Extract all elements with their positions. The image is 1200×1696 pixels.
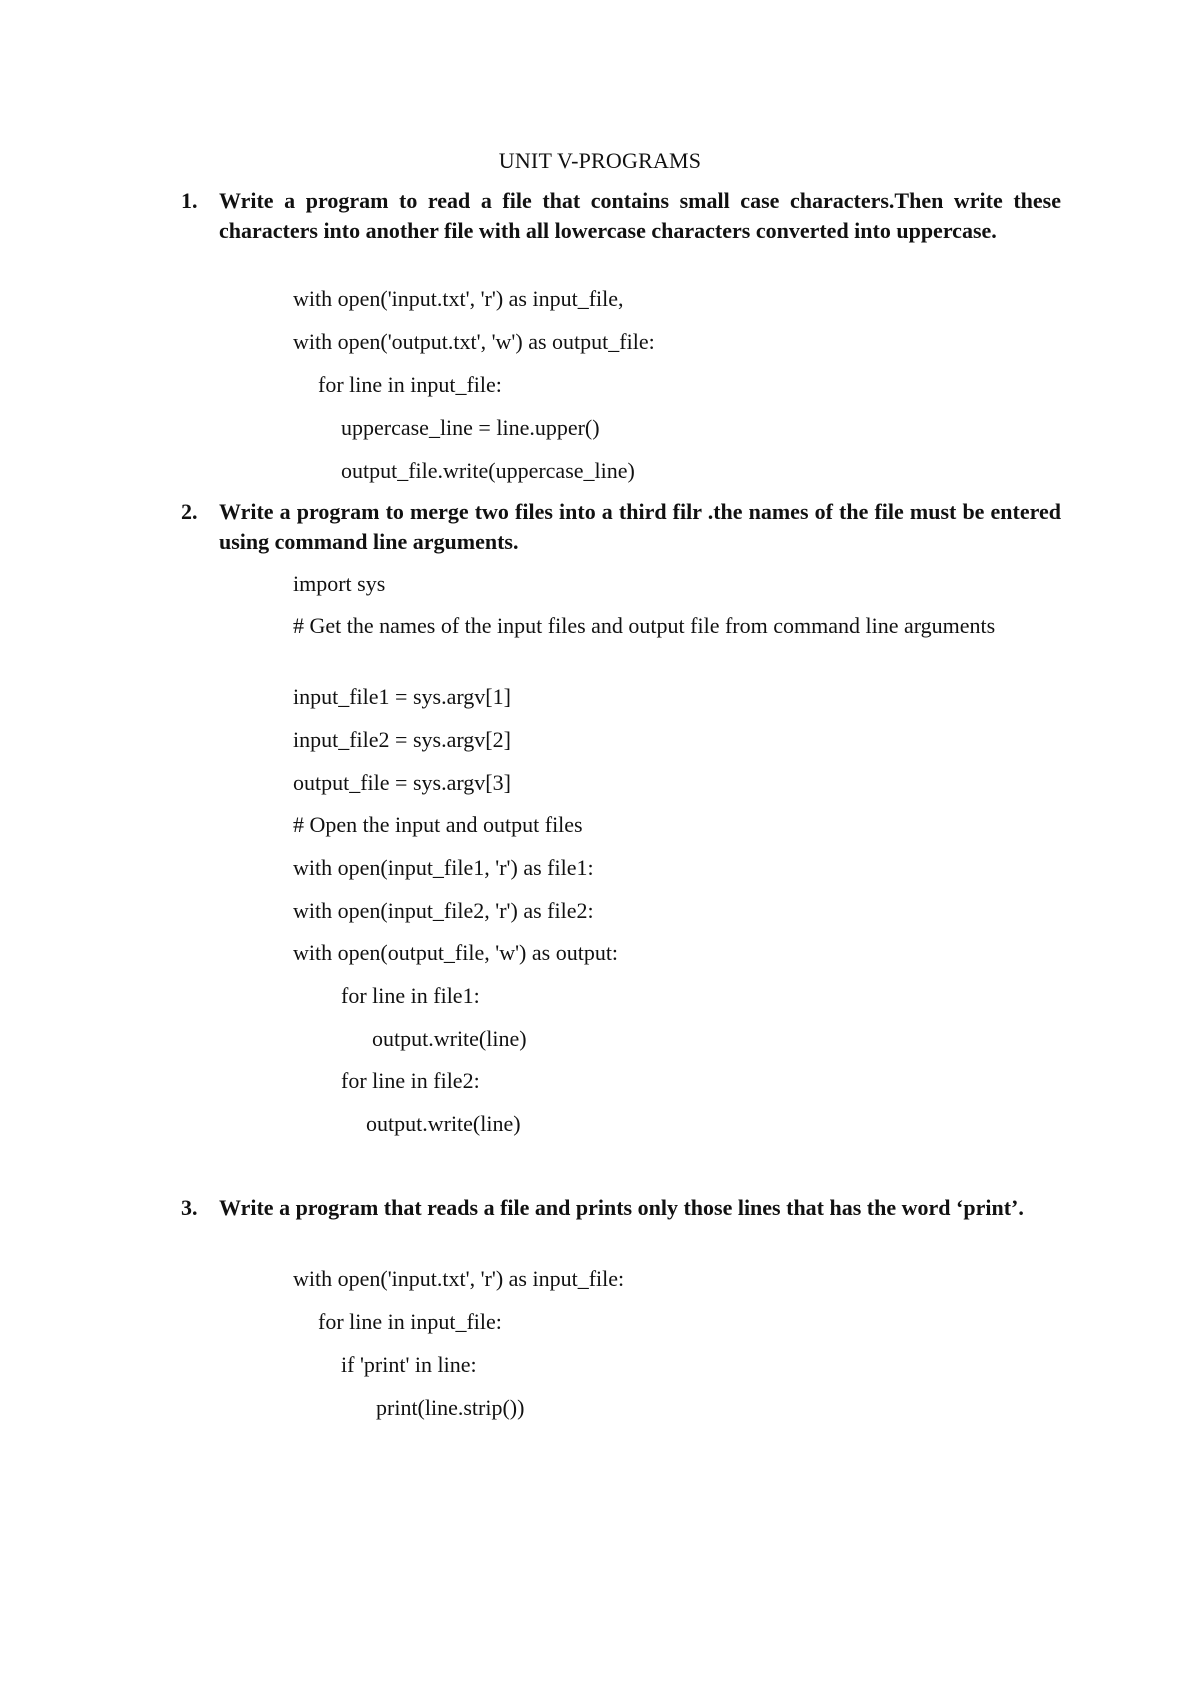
code-line: output.write(line) [366, 1111, 521, 1136]
code-line: import sys [293, 571, 386, 596]
code-line: with open('input.txt', 'r') as input_file, [293, 286, 624, 311]
page-title: UNIT V-PROGRAMS [498, 148, 702, 173]
question-prompt: Write a program to merge two files into a third filr .the names of the file must be entered using command line arguments. [219, 499, 1061, 554]
code-line: with open('output.txt', 'w') as output_file: [293, 329, 655, 354]
question-number: 2. [181, 499, 198, 524]
question-2 [181, 497, 1061, 557]
question-1 [181, 186, 1061, 246]
code-line: input_file1 = sys.argv[1] [293, 684, 511, 709]
question-prompt: Write a program that reads a file and prints only those lines that has the word ‘print’. [219, 1195, 1024, 1220]
code-comment: # Get the names of the input files and output file from command line arguments [293, 613, 996, 638]
code-line: output_file = sys.argv[3] [293, 770, 511, 795]
code-line: with open('input.txt', 'r') as input_file: [293, 1266, 625, 1291]
code-line: input_file2 = sys.argv[2] [293, 727, 511, 752]
code-line: with open(output_file, 'w') as output: [293, 940, 619, 965]
code-line: for line in file1: [341, 983, 480, 1008]
code-line: with open(input_file2, 'r') as file2: [293, 898, 594, 923]
code-line: for line in input_file: [318, 372, 502, 397]
code-line: output.write(line) [372, 1026, 527, 1051]
code-comment: # Open the input and output files [293, 812, 583, 837]
question-number: 3. [181, 1195, 198, 1220]
code-line: output_file.write(uppercase_line) [341, 458, 635, 483]
question-number: 1. [181, 188, 198, 213]
question-prompt: Write a program to read a file that contains small case characters.Then write these characters into another file with all lowercase characters converted into uppercase. [219, 188, 1061, 243]
code-line: for line in input_file: [318, 1309, 502, 1334]
question-3 [181, 1193, 1061, 1223]
code-line: uppercase_line = line.upper() [341, 415, 600, 440]
code-line: with open(input_file1, 'r') as file1: [293, 855, 594, 880]
code-line: print(line.strip()) [376, 1395, 525, 1420]
code-line: for line in file2: [341, 1068, 480, 1093]
code-line: if 'print' in line: [341, 1352, 477, 1377]
